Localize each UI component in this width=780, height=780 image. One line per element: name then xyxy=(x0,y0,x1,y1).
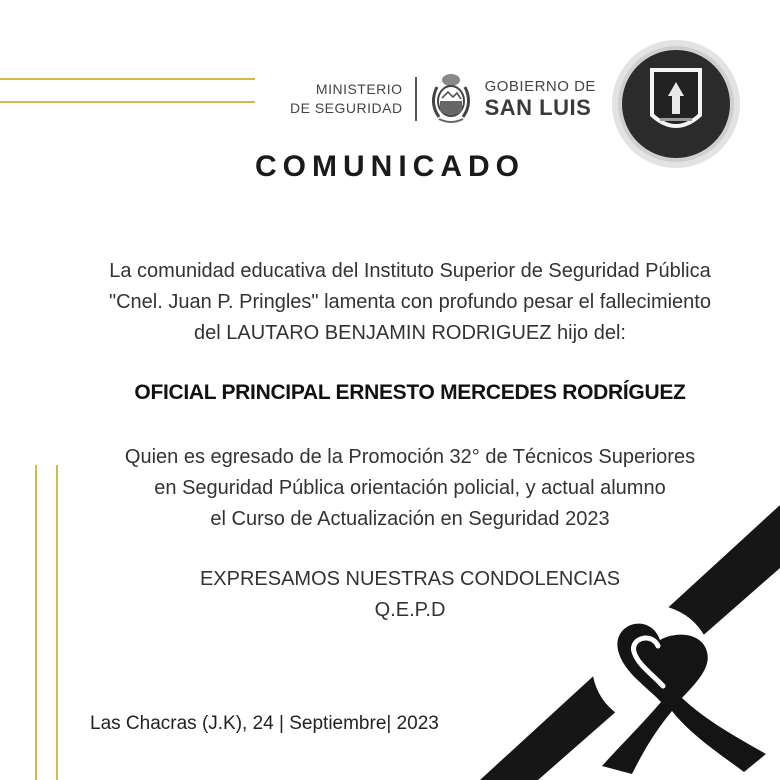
ministry-header xyxy=(290,68,596,130)
announcement-line: del LAUTARO BENJAMIN RODRIGUEZ hijo del: xyxy=(194,322,626,344)
coat-of-arms-icon xyxy=(427,71,475,127)
gov-line-1: GOBIERNO DE xyxy=(484,77,596,95)
details-line: el Curso de Actualización en Seguridad 2023 xyxy=(210,508,610,530)
details-line: en Seguridad Pública orientación policial, y actual alumno xyxy=(154,477,666,499)
qepd-line: Q.E.P.D xyxy=(374,599,446,621)
gold-line-top-1 xyxy=(0,78,255,80)
ministry-line-2: DE SEGURIDAD xyxy=(290,100,403,116)
government-name xyxy=(485,78,596,121)
officer-name: OFICIAL PRINCIPAL ERNESTO MERCEDES RODRÍGUEZ xyxy=(134,381,686,404)
ministry-name xyxy=(290,80,403,118)
footer-date-location: Las Chacras (J.K), 24 | Septiembre| 2023 xyxy=(90,713,439,734)
gov-line-2: SAN LUIS xyxy=(484,94,592,120)
ministry-line-1: MINISTERIO xyxy=(315,81,403,97)
mourning-ribbon-icon xyxy=(480,500,780,780)
page-title: COMUNICADO xyxy=(255,150,525,183)
announcement-line: La comunidad educativa del Instituto Superior de Seguridad Pública xyxy=(109,260,711,282)
gold-line-top-2 xyxy=(0,101,255,103)
details-line: Quien es egresado de la Promoción 32° de Técnicos Superiores xyxy=(124,446,696,468)
header-divider xyxy=(415,77,417,121)
announcement-line: "Cnel. Juan P. Pringles" lamenta con profundo pesar el fallecimiento xyxy=(109,291,711,313)
paragraph-announcement xyxy=(30,256,780,349)
condolences-line: EXPRESAMOS NUESTRAS CONDOLENCIAS xyxy=(199,568,621,590)
